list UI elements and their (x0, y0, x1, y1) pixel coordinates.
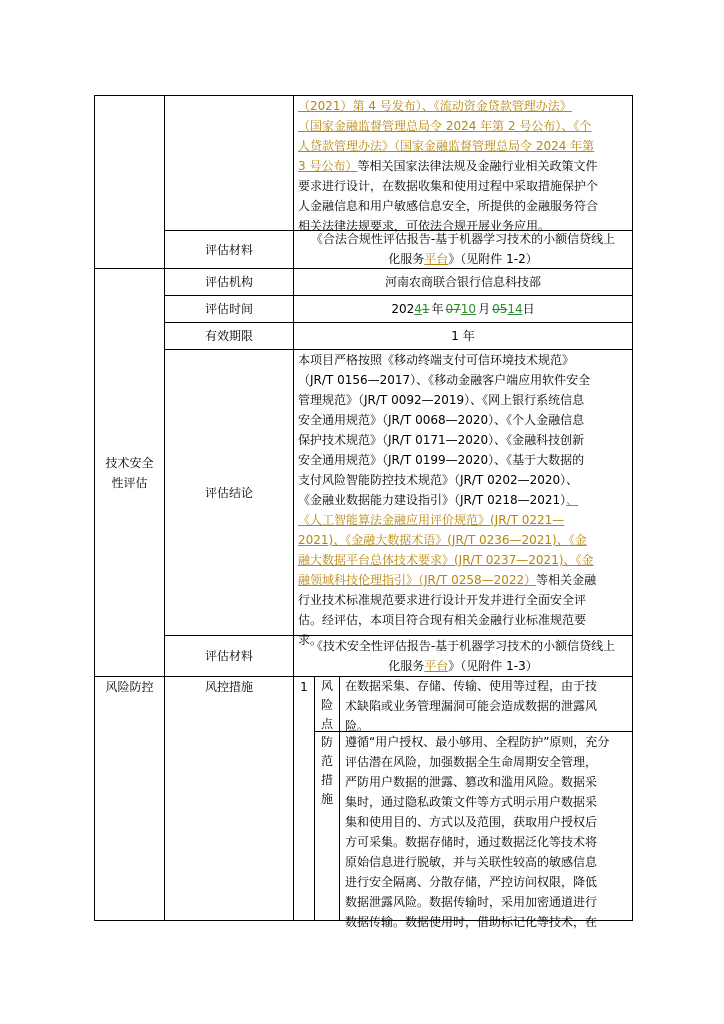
conclusion-line: 本项目严格按照《移动终端支付可信环境技术规范》 (298, 353, 575, 367)
legal-basis-text: 人金融信息和用户敏感信息安全，所提供的金融服务符合 (298, 199, 599, 213)
time-delete: 07 (445, 302, 461, 316)
tech-material-line: 》（见附件 1-3） (448, 659, 538, 673)
prevention-value (345, 732, 627, 932)
conclusion-line: 管理规范》（JR/T 0092—2019）、《网上银行系统信息 (298, 393, 585, 407)
conclusion-insert: 2021)、《金融大数据术语》(JR/T 0236—2021)、《金 (298, 533, 587, 547)
prevention-line: 原始信息进行脱敏，并与关联性较高的敏感信息 (345, 855, 598, 869)
time-delete: 05 (492, 302, 508, 316)
compliance-material-line: 化服务 (388, 252, 425, 266)
time-insert: 14 (507, 302, 523, 316)
col-sep-index (314, 676, 315, 921)
prevention-line: 集和使用目的、方式以及范围，获取用户授权后 (345, 815, 598, 829)
conclusion-line: 《金融业数据能力建设指引》（JR/T 0218—2021） (298, 493, 567, 507)
legal-basis-insert: 人贷款管理办法》（国家金融监督管理总局令 2024 年第 (298, 139, 595, 153)
conclusion-line: 安全通用规范》（JR/T 0199—2020）、《基于大数据的 (298, 453, 585, 467)
org-label: 评估机构 (204, 275, 253, 289)
legal-basis-insert: （国家金融监督管理总局令 2024 年第 2 号公布）、《个 (298, 119, 592, 133)
prevention-line: 数据传输。数据使用时，借助标记化等技术，在 (345, 915, 598, 929)
compliance-material-line: 《合法合规性评估报告-基于机器学习技术的小额信贷线上 (310, 232, 616, 246)
risk-point-label: 风险点 (320, 679, 333, 731)
conclusion-insert: 融大数据平台总体技术要求》(JR/T 0237—2021)、《金 (298, 553, 594, 567)
legal-basis-text: 相关法律法规要求，可依法合规开展业务应用。 (298, 219, 551, 233)
prevention-line: 方可采集。数据存储时，通过数据泛化等技术将 (345, 835, 598, 849)
risk-point-value (345, 676, 627, 736)
tech-material-label: 评估材料 (204, 649, 253, 663)
prevention-line: 评估潜在风险，加强数据全生命周期安全管理， (345, 755, 598, 769)
col-sep-sublabel (339, 676, 340, 921)
tech-material-insert: 平台 (424, 659, 449, 673)
validity-value: 1 年 (451, 329, 475, 343)
time-part: 年 (431, 302, 444, 316)
conclusion-line: 保护技术规范》（JR/T 0171—2020）、《金融科技创新 (298, 433, 585, 447)
conclusion-line: 安全通用规范》（JR/T 0068—2020）、《个人金融信息 (298, 413, 585, 427)
legal-basis-insert: 3 号公布） (298, 159, 358, 173)
compliance-material-value (296, 229, 630, 269)
risk-point-line: 术缺陷或业务管理漏洞可能会造成数据的泄露风 (345, 699, 598, 713)
org-value: 河南农商联合银行信息科技部 (384, 275, 541, 289)
conclusion-line: 等相关金融 (536, 573, 597, 587)
risk-point-line: 在数据采集、存储、传输、使用等过程，由于技 (345, 679, 598, 693)
compliance-material-insert: 平台 (424, 252, 449, 266)
prevention-line: 进行安全隔离、分散存储，严控访问权限，降低 (345, 875, 598, 889)
time-delete: 1 (421, 302, 430, 316)
validity-label: 有效期限 (204, 329, 253, 343)
time-part: 月 (478, 302, 491, 316)
tech-material-line: 化服务 (388, 659, 425, 673)
time-part: 日 (522, 302, 535, 316)
table-border-right (632, 95, 633, 921)
risk-point-line: 险。 (345, 719, 370, 733)
conclusion-line: 行业技术标准规范要求进行设计开发并进行全面安全评 (298, 593, 587, 607)
conclusion-label: 评估结论 (204, 485, 253, 500)
tech-material-line: 《技术安全性评估报告-基于机器学习技术的小额信贷线上 (310, 639, 616, 653)
compliance-material-label: 评估材料 (204, 242, 253, 257)
conclusion-value (298, 350, 628, 650)
conclusion-line: 求。 (298, 633, 323, 647)
legal-basis-continued (298, 96, 628, 236)
prevention-line: 严防用户数据的泄露、篡改和滥用风险。数据采 (345, 775, 598, 789)
prevention-line: 集时，通过隐私政策文件等方式明示用户数据采 (345, 795, 598, 809)
time-insert: 4 (414, 302, 422, 316)
conclusion-line: （JR/T 0156—2017）、《移动金融客户端应用软件安全 (298, 373, 591, 387)
time-insert: 10 (460, 302, 477, 316)
time-part: 202 (391, 302, 415, 316)
tech-material-value (296, 636, 630, 676)
time-value (294, 296, 632, 322)
conclusion-insert: 《人工智能算法金融应用评价规范》(JR/T 0221— (298, 513, 565, 527)
time-label: 评估时间 (204, 302, 253, 316)
prevention-line: 遵循“用户授权、最小够用、全程防护”原则，充分 (345, 735, 610, 749)
risk-category: 风险防控 (105, 680, 154, 694)
col-sep-2 (293, 95, 294, 921)
conclusion-insert: 、 (566, 493, 579, 507)
prevention-label: 防范措施 (320, 735, 333, 806)
risk-index: 1 (300, 680, 308, 694)
conclusion-line: 支付风险智能防控技术规范》（JR/T 0202—2020）、 (298, 473, 579, 487)
legal-basis-text: 等相关国家法律法规及金融行业相关政策文件 (357, 159, 598, 173)
risk-measure-label: 风控措施 (204, 680, 253, 694)
tech-security-category-text: 技术安全性评估 (105, 455, 154, 490)
prevention-line: 数据泄露风险。数据传输时，采用加密通道进行 (345, 895, 598, 909)
legal-basis-insert: （2021）第 4 号发布）、《流动资金贷款管理办法》 (298, 99, 572, 113)
tech-security-category (95, 269, 164, 676)
conclusion-line: 估。经评估，本项目符合现有相关金融行业标准规范要 (298, 613, 587, 627)
legal-basis-text: 要求进行设计，在数据收集和使用过程中采取措施保护个 (298, 179, 599, 193)
compliance-material-line: 》（见附件 1-2） (448, 252, 538, 266)
conclusion-insert: 融领域科技伦理指引》（JR/T 0258—2022） (298, 573, 537, 587)
